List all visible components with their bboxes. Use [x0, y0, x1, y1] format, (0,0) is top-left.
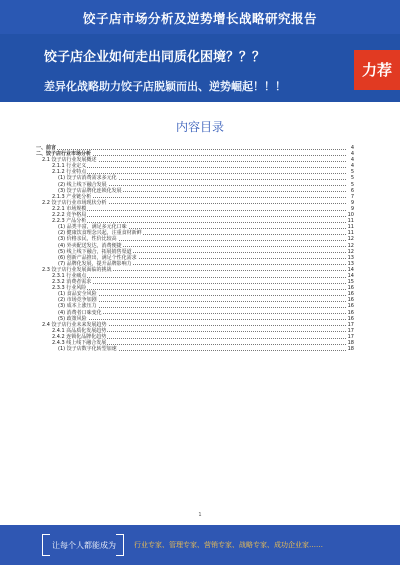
toc-entry-text: 2.2.2 竞争格局	[52, 212, 87, 219]
toc-entry-text: (5) 政策风险	[58, 315, 87, 322]
toc-entry-page: 18	[347, 346, 354, 353]
toc-entry-page: 17	[347, 327, 354, 334]
toc-entry-page: 9	[350, 199, 354, 206]
toc-leader-dots	[52, 277, 346, 278]
toc-leader-dots	[52, 167, 346, 168]
toc-entry-page: 5	[350, 181, 354, 188]
toc-entry-page: 15	[347, 279, 354, 286]
toc-entry-page: 5	[350, 169, 354, 176]
toc-entry-page: 4	[350, 163, 354, 170]
toc-leader-dots	[58, 295, 346, 296]
toc-entry-page: 17	[347, 321, 354, 328]
toc-entry-text: 2.3.2 消费者需求	[52, 279, 92, 286]
toc-entry-page: 7	[350, 193, 354, 200]
toc-entry-page: 16	[347, 285, 354, 292]
toc-entry-text: 2.1.1 行业定义	[52, 163, 87, 170]
toc-entry-text: 2.2 饺子店行业市场现状分析	[42, 199, 107, 206]
report-header-bar	[0, 0, 400, 34]
toc-entry-page: 13	[347, 254, 354, 261]
toc-entry-page: 10	[347, 212, 354, 219]
toc-entry-text: 2.2.3 产品分析	[52, 218, 87, 225]
toc-entry-text: 二、饺子店行业市场分析	[36, 151, 92, 158]
toc-entry-text: 2.1.3 产业链分析	[52, 193, 92, 200]
toc-entry-page: 12	[347, 248, 354, 255]
toc-entry-text: (4) 外卖配送发达，消费便捷	[58, 242, 122, 249]
toc-entry-text: (3) 饺子店品牌化连锁化发展	[58, 187, 122, 194]
toc-entry-page: 11	[347, 224, 354, 231]
toc-entry-page: 16	[347, 309, 354, 316]
toc-entry-text: (2) 健康饮食理念兴起，注重食材新鲜	[58, 230, 142, 237]
footer-bracket-left	[42, 534, 50, 556]
toc-entry-page: 16	[347, 303, 354, 310]
toc-leader-dots	[58, 301, 346, 302]
toc-entry-page: 14	[347, 266, 354, 273]
recommend-seal: 力荐	[354, 50, 400, 90]
toc-leader-dots	[36, 149, 346, 150]
toc-entry-page: 6	[350, 187, 354, 194]
toc-entry-page: 4	[350, 157, 354, 164]
toc-entry-page: 4	[350, 145, 354, 151]
toc-leader-dots	[52, 222, 346, 223]
toc-entry-page: 16	[347, 297, 354, 304]
toc-entry-text: (3) 价格亲民，性价比较高	[58, 236, 117, 243]
toc-entry[interactable]	[36, 346, 354, 352]
toc-title: 内容目录	[175, 120, 224, 134]
toc-entry-text: (7) 品牌化发展，提升品牌影响力	[58, 260, 132, 267]
toc-entry-text: (4) 消费者口味变化	[58, 309, 102, 316]
toc-entry-text: (1) 食品安全风险	[58, 291, 97, 298]
toc-entry-text: 2.4.3 线上线下融合发展	[52, 340, 107, 346]
toc-entry-page: 17	[347, 333, 354, 340]
toc-entry-text: 2.4.2 连锁化品牌化趋势	[52, 333, 107, 340]
toc-leader-dots	[52, 216, 346, 217]
toc-entry-text: 2.3.3 行业风险	[52, 285, 87, 292]
toc-entry-page: 16	[347, 291, 354, 298]
report-title: 饺子店市场分析及逆势增长战略研究报告	[82, 11, 317, 26]
toc-entry-page: 18	[347, 340, 354, 346]
toc-entry-page: 12	[347, 236, 354, 243]
toc-entry-text: 2.4 饺子店行业未来发展趋势	[42, 321, 107, 328]
toc-entry-page: 13	[347, 260, 354, 267]
toc-leader-dots	[52, 210, 346, 211]
toc-entry-page: 9	[350, 205, 354, 212]
toc-entry-page: 4	[350, 151, 354, 158]
toc-entry-text: (1) 品类丰富，满足多元化口味	[58, 224, 127, 231]
toc-leader-dots	[58, 307, 346, 308]
toc-entry-text: 2.1 饺子店行业发展概述	[42, 157, 97, 164]
toc-entry-page: 5	[350, 175, 354, 182]
banner	[0, 34, 400, 102]
toc-entry-text: 2.1.2 行业特点	[52, 169, 87, 176]
toc-entry-text: (6) 创新产品推出，满足个性化需求	[58, 254, 137, 261]
toc-entry-page: 11	[347, 230, 354, 237]
toc-leader-dots	[58, 319, 346, 320]
toc-entry-text: (1) 饺子店数字化转型加速	[58, 346, 117, 353]
footer-bar	[0, 525, 400, 565]
toc-entry-page: 11	[347, 218, 354, 225]
footer-slogan: 让每个人都能成为	[52, 541, 116, 550]
toc-leader-dots	[52, 289, 346, 290]
toc-entry-text: 2.2.1 市场规模	[52, 205, 87, 212]
toc-entry-text: (5) 线上线下融合，拓展销售渠道	[58, 248, 132, 255]
toc-entry-text: 2.3.1 行业痛点	[52, 272, 87, 279]
toc-entry-text: (2) 市场竞争加剧	[58, 297, 97, 304]
footer-bracket-right	[116, 534, 124, 556]
table-of-contents	[36, 145, 354, 352]
banner-subheadline: 差异化战略助力饺子店脱颖而出、逆势崛起！！！	[44, 80, 286, 93]
page-number: 1	[198, 512, 202, 518]
toc-entry-page: 12	[347, 242, 354, 249]
toc-leader-dots	[52, 173, 346, 174]
toc-entry-text: 一、前言	[36, 145, 57, 151]
toc-entry-text: 2.4.1 高品质化发展趋势	[52, 327, 107, 334]
toc-entry-text: (3) 成本上涨压力	[58, 303, 97, 310]
toc-entry-text: 2.3 饺子店行业发展面临的挑战	[42, 266, 112, 273]
footer-roles: 行业专家、管理专家、营销专家、战略专家、成功企业家……	[134, 541, 323, 549]
toc-leader-dots	[52, 283, 346, 284]
toc-leader-dots	[52, 197, 346, 198]
banner-headline: 饺子店企业如何走出同质化困境？？？	[44, 50, 266, 65]
toc-entry-page: 16	[347, 315, 354, 322]
toc-entry-text: (1) 饺子店消费需求多元化	[58, 175, 117, 182]
toc-entry-page: 14	[347, 272, 354, 279]
toc-entry-text: (2) 线上线下融合发展	[58, 181, 107, 188]
